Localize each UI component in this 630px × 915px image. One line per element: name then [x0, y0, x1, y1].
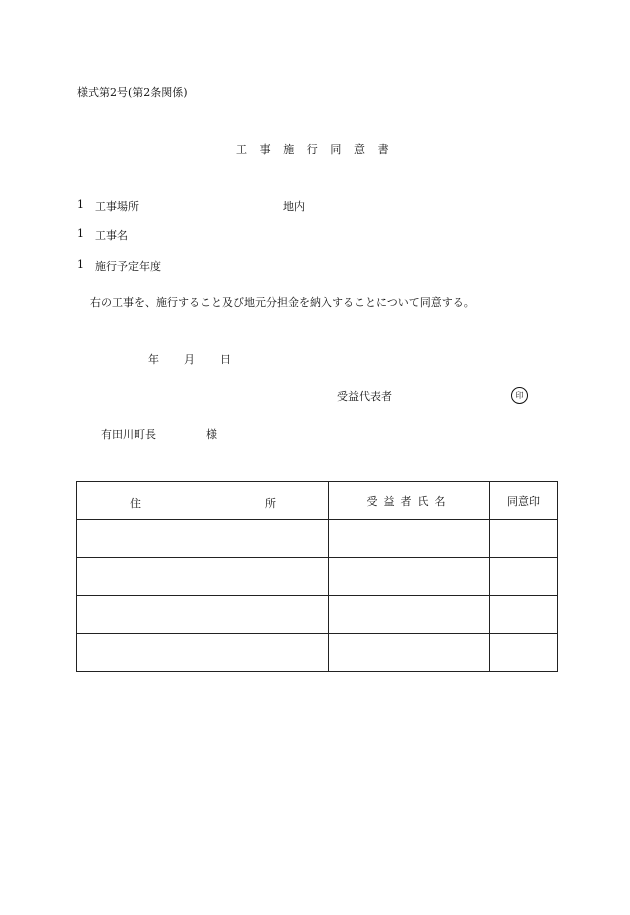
document-title: 工事施行同意書: [236, 143, 402, 156]
construction-location-label: 工事場所: [95, 200, 139, 213]
planned-year-label: 施行予定年度: [95, 260, 161, 273]
item-number: 1: [77, 258, 84, 271]
table-row: [77, 634, 558, 672]
seal-cell[interactable]: [490, 596, 558, 634]
seal-cell[interactable]: [490, 634, 558, 672]
seal-cell[interactable]: [490, 520, 558, 558]
addressee-honorific: 様: [206, 428, 217, 441]
name-cell[interactable]: [329, 558, 490, 596]
beneficiary-name-column-header: 受益者氏名: [329, 482, 490, 520]
address-cell[interactable]: [77, 520, 329, 558]
address-cell[interactable]: [77, 558, 329, 596]
address-header-right: 所: [265, 497, 276, 510]
address-cell[interactable]: [77, 596, 329, 634]
addressee-name: 有田川町長: [101, 428, 156, 441]
consent-statement: 右の工事を、施行すること及び地元分担金を納入することについて同意する。: [90, 296, 475, 309]
beneficiary-table: [76, 481, 558, 672]
seal-cell[interactable]: [490, 558, 558, 596]
date-year-label: 年: [148, 353, 159, 366]
address-column-header: [77, 482, 329, 520]
consent-seal-column-header: 同意印: [490, 482, 558, 520]
construction-name-label: 工事名: [95, 229, 128, 242]
seal-mark: 印: [511, 387, 528, 404]
form-number: 様式第2号(第2条関係): [77, 86, 188, 99]
item-number: 1: [77, 227, 84, 240]
name-cell[interactable]: [329, 596, 490, 634]
item-number: 1: [77, 198, 84, 211]
location-suffix: 地内: [283, 200, 305, 213]
date-month-label: 月: [184, 353, 195, 366]
date-day-label: 日: [220, 353, 231, 366]
representative-label: 受益代表者: [337, 390, 392, 403]
name-cell[interactable]: [329, 520, 490, 558]
address-cell[interactable]: [77, 634, 329, 672]
table-row: [77, 558, 558, 596]
table-row: [77, 596, 558, 634]
table-header-row: [77, 482, 558, 520]
table-row: [77, 520, 558, 558]
address-header-left: 住: [130, 497, 141, 510]
name-cell[interactable]: [329, 634, 490, 672]
